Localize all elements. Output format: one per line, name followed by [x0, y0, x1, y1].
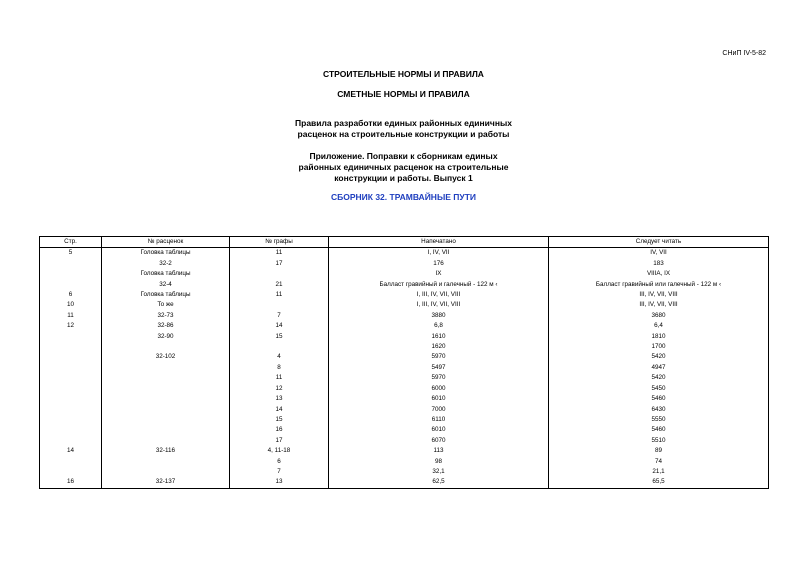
rules-title-line-2: расценок на строительные конструкции и работы — [297, 129, 510, 139]
appendix-title — [0, 151, 807, 184]
cell-column-number — [230, 300, 329, 310]
cell-should-read: 5450 — [549, 384, 769, 394]
rules-title — [0, 118, 807, 140]
cell-rate-number: 32-86 — [102, 321, 230, 331]
cell-rate-number: 32-102 — [102, 352, 230, 362]
cell-printed: 32,1 — [329, 467, 549, 477]
cell-printed: 5497 — [329, 363, 549, 373]
table-row — [40, 457, 769, 467]
cell-should-read: 5420 — [549, 373, 769, 383]
cell-rate-number: 32-73 — [102, 311, 230, 321]
column-header-printed: Напечатано — [329, 237, 549, 248]
cell-column-number — [230, 269, 329, 279]
table-row — [40, 259, 769, 269]
cell-page — [40, 269, 102, 279]
cell-rate-number — [102, 405, 230, 415]
table-row — [40, 311, 769, 321]
cell-page — [40, 405, 102, 415]
cell-rate-number — [102, 436, 230, 446]
cell-should-read: 5460 — [549, 394, 769, 404]
cell-column-number: 11 — [230, 290, 329, 300]
cell-column-number: 17 — [230, 259, 329, 269]
cell-column-number: 4 — [230, 352, 329, 362]
cell-column-number: 4, 11-18 — [230, 446, 329, 456]
cell-page — [40, 363, 102, 373]
cell-rate-number — [102, 467, 230, 477]
cell-printed: 6,8 — [329, 321, 549, 331]
cell-rate-number: 32-90 — [102, 332, 230, 342]
cell-column-number: 17 — [230, 436, 329, 446]
table-row — [40, 405, 769, 415]
cell-column-number: 8 — [230, 363, 329, 373]
cell-should-read: 4947 — [549, 363, 769, 373]
cell-page — [40, 394, 102, 404]
cell-should-read: 1700 — [549, 342, 769, 352]
cell-printed: 6000 — [329, 384, 549, 394]
cell-printed: 7000 — [329, 405, 549, 415]
cell-printed: 6010 — [329, 394, 549, 404]
cell-page — [40, 373, 102, 383]
main-title: СТРОИТЕЛЬНЫЕ НОРМЫ И ПРАВИЛА — [323, 69, 484, 79]
table-row — [40, 269, 769, 279]
cell-page — [40, 384, 102, 394]
cell-column-number: 11 — [230, 248, 329, 259]
cell-printed: I, III, IV, VII, VIII — [329, 300, 549, 310]
cell-page — [40, 280, 102, 290]
cell-column-number: 6 — [230, 457, 329, 467]
cell-should-read: VIIIA, IX — [549, 269, 769, 279]
cell-column-number: 12 — [230, 384, 329, 394]
cell-page: 16 — [40, 477, 102, 488]
cell-should-read: 89 — [549, 446, 769, 456]
cell-column-number: 13 — [230, 394, 329, 404]
cell-rate-number: 32-2 — [102, 259, 230, 269]
cell-rate-number — [102, 384, 230, 394]
cell-page — [40, 342, 102, 352]
column-header-column-number: № графы — [230, 237, 329, 248]
cell-printed: 98 — [329, 457, 549, 467]
cell-page — [40, 332, 102, 342]
cell-page — [40, 436, 102, 446]
appendix-title-line-3: конструкции и работы. Выпуск 1 — [334, 173, 473, 183]
cell-rate-number: Головка таблицы — [102, 269, 230, 279]
table-row — [40, 248, 769, 259]
corrections-table — [39, 236, 769, 489]
cell-printed: I, IV, VII — [329, 248, 549, 259]
cell-column-number: 7 — [230, 467, 329, 477]
cell-printed: 3880 — [329, 311, 549, 321]
cell-should-read: 5420 — [549, 352, 769, 362]
cell-page: 10 — [40, 300, 102, 310]
cell-rate-number — [102, 342, 230, 352]
cell-should-read: 21,1 — [549, 467, 769, 477]
cell-page: 5 — [40, 248, 102, 259]
cell-column-number — [230, 342, 329, 352]
table-row — [40, 436, 769, 446]
table-row — [40, 300, 769, 310]
cell-should-read: III, IV, VII, VIII — [549, 290, 769, 300]
cell-page: 12 — [40, 321, 102, 331]
cell-printed: IX — [329, 269, 549, 279]
cell-column-number: 16 — [230, 425, 329, 435]
cell-column-number: 15 — [230, 415, 329, 425]
cell-page — [40, 457, 102, 467]
table-body — [40, 248, 769, 488]
table-row — [40, 415, 769, 425]
cell-should-read: IV, VII — [549, 248, 769, 259]
cell-printed: 5970 — [329, 373, 549, 383]
cell-printed: 6070 — [329, 436, 549, 446]
cell-should-read: 74 — [549, 457, 769, 467]
table-row — [40, 321, 769, 331]
cell-page: 11 — [40, 311, 102, 321]
table-row — [40, 373, 769, 383]
column-header-should-read: Следует читать — [549, 237, 769, 248]
table-row — [40, 467, 769, 477]
cell-rate-number: 32-137 — [102, 477, 230, 488]
cell-rate-number: Головка таблицы — [102, 290, 230, 300]
cell-column-number: 11 — [230, 373, 329, 383]
collection-title: СБОРНИК 32. ТРАМВАЙНЫЕ ПУТИ — [331, 192, 476, 202]
cell-rate-number: 32-116 — [102, 446, 230, 456]
cell-should-read: Балласт гравийный или галечный - 122 м ‹ — [549, 280, 769, 290]
table-row — [40, 394, 769, 404]
cell-column-number: 14 — [230, 321, 329, 331]
cell-rate-number — [102, 425, 230, 435]
cell-printed: 113 — [329, 446, 549, 456]
table-row — [40, 425, 769, 435]
table-row — [40, 290, 769, 300]
cell-printed: I, III, IV, VII, VIII — [329, 290, 549, 300]
cell-printed: 6110 — [329, 415, 549, 425]
cell-should-read: 3680 — [549, 311, 769, 321]
cell-rate-number: То же — [102, 300, 230, 310]
cell-rate-number — [102, 394, 230, 404]
table-header-row — [40, 237, 769, 248]
cell-rate-number — [102, 363, 230, 373]
cell-rate-number: 32-4 — [102, 280, 230, 290]
cell-should-read: 5510 — [549, 436, 769, 446]
cell-page: 14 — [40, 446, 102, 456]
cell-should-read: 65,5 — [549, 477, 769, 488]
cell-column-number: 13 — [230, 477, 329, 488]
cell-page — [40, 467, 102, 477]
cell-should-read: 6430 — [549, 405, 769, 415]
cell-printed: 5970 — [329, 352, 549, 362]
cell-should-read: 1810 — [549, 332, 769, 342]
cell-column-number: 7 — [230, 311, 329, 321]
cell-page — [40, 259, 102, 269]
table-row — [40, 384, 769, 394]
table-row — [40, 352, 769, 362]
cell-rate-number — [102, 415, 230, 425]
cell-should-read: 6,4 — [549, 321, 769, 331]
cell-rate-number: Головка таблицы — [102, 248, 230, 259]
cell-should-read: 183 — [549, 259, 769, 269]
cell-printed: 1610 — [329, 332, 549, 342]
cell-printed: 62,5 — [329, 477, 549, 488]
column-header-rate-number: № расценок — [102, 237, 230, 248]
cell-page — [40, 352, 102, 362]
appendix-title-line-1: Приложение. Поправки к сборникам единых — [309, 151, 498, 161]
table-row — [40, 446, 769, 456]
rules-title-line-1: Правила разработки единых районных единичных — [295, 118, 512, 128]
cell-printed: 176 — [329, 259, 549, 269]
cell-page: 6 — [40, 290, 102, 300]
cell-printed: 6010 — [329, 425, 549, 435]
cell-should-read: 5460 — [549, 425, 769, 435]
cell-rate-number — [102, 457, 230, 467]
cell-printed: 1620 — [329, 342, 549, 352]
table-row — [40, 342, 769, 352]
cell-page — [40, 425, 102, 435]
table-row — [40, 280, 769, 290]
cell-should-read: III, IV, VII, VIII — [549, 300, 769, 310]
cell-rate-number — [102, 373, 230, 383]
cell-column-number: 21 — [230, 280, 329, 290]
table-row — [40, 363, 769, 373]
cell-column-number: 14 — [230, 405, 329, 415]
table-row — [40, 477, 769, 488]
cell-printed: Балласт гравийный и галечный - 122 м ‹ — [329, 280, 549, 290]
appendix-title-line-2: районных единичных расценок на строительные — [298, 162, 509, 172]
column-header-page: Стр. — [40, 237, 102, 248]
cell-should-read: 5550 — [549, 415, 769, 425]
cell-column-number: 15 — [230, 332, 329, 342]
cell-page — [40, 415, 102, 425]
sub-title: СМЕТНЫЕ НОРМЫ И ПРАВИЛА — [337, 89, 470, 99]
document-code: СНиП IV-5-82 — [722, 50, 766, 57]
table-row — [40, 332, 769, 342]
